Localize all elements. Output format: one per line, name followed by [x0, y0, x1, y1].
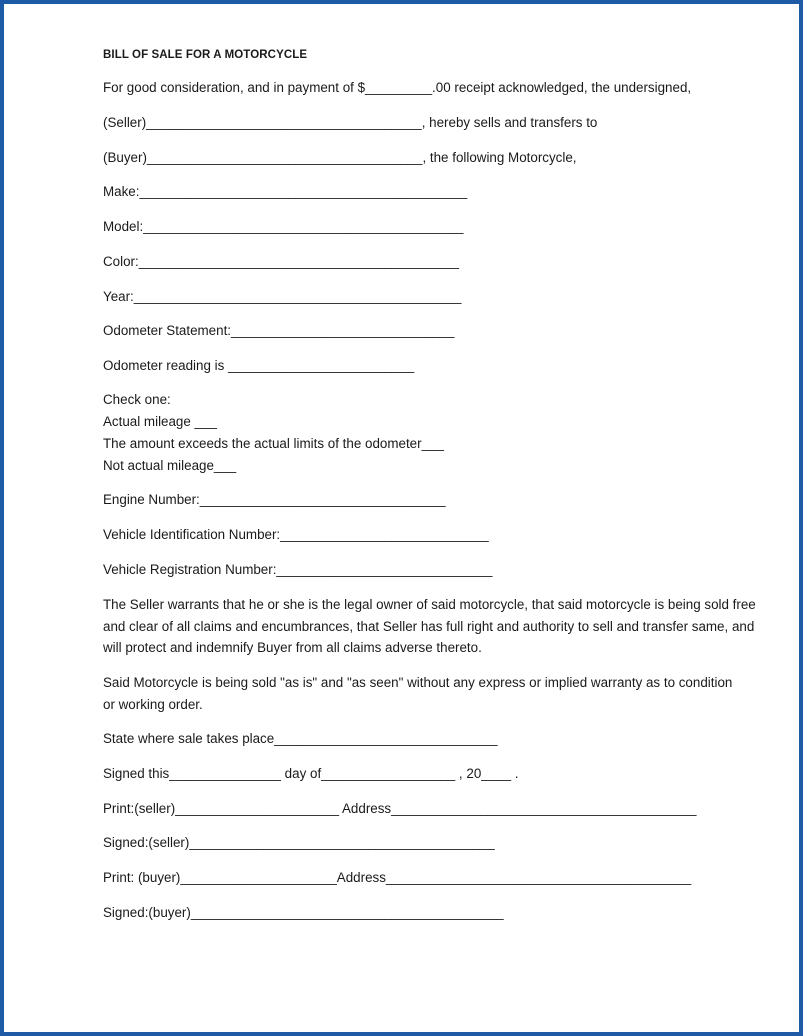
buyer-line: (Buyer)_____________________________________, the following Motorcycle,: [103, 150, 577, 165]
document-title: BILL OF SALE FOR A MOTORCYCLE: [103, 49, 308, 61]
check-option-actual-mileage: Actual mileage ___: [103, 414, 217, 429]
state-field: State where sale takes place______________________________: [103, 731, 498, 746]
print-buyer-field: Print: (buyer)_____________________Address_________________________________________: [103, 870, 692, 885]
check-option-exceeds-limits: The amount exceeds the actual limits of the odometer___: [103, 436, 444, 451]
check-one-heading: Check one:: [103, 392, 171, 407]
signed-date-field: Signed this_______________ day of__________________ , 20____ .: [103, 766, 519, 781]
year-field: Year:____________________________________________: [103, 289, 462, 304]
odometer-reading-field: Odometer reading is _________________________: [103, 358, 415, 373]
color-field: Color:___________________________________________: [103, 254, 459, 269]
as-is-paragraph: Said Motorcycle is being sold "as is" and "as seen" without any express or implied warranty as to condition or working order.: [103, 675, 733, 712]
engine-number-field: Engine Number:_________________________________: [103, 492, 446, 507]
model-field: Model:___________________________________________: [103, 219, 464, 234]
warranty-paragraph: The Seller warrants that he or she is the legal owner of said motorcycle, that said motorcycle is being sold free and clear of all claims and encumbrances, that Seller has full right and authority to sell and transfer same, and will protect and indemnify Buyer from all claims adverse thereto.: [103, 597, 756, 656]
print-seller-field: Print:(seller)______________________ Address_________________________________________: [103, 801, 697, 816]
odometer-statement-field: Odometer Statement:______________________________: [103, 323, 455, 338]
seller-line: (Seller)_____________________________________, hereby sells and transfers to: [103, 115, 598, 130]
registration-field: Vehicle Registration Number:_____________________________: [103, 562, 493, 577]
payment-line: For good consideration, and in payment of $_________.00 receipt acknowledged, the undersigned,: [103, 80, 692, 95]
vin-field: Vehicle Identification Number:____________________________: [103, 527, 489, 542]
signed-seller-field: Signed:(seller)_________________________________________: [103, 835, 495, 850]
check-option-not-actual: Not actual mileage___: [103, 458, 237, 473]
signed-buyer-field: Signed:(buyer)__________________________________________: [103, 905, 504, 920]
make-field: Make:____________________________________________: [103, 184, 468, 199]
